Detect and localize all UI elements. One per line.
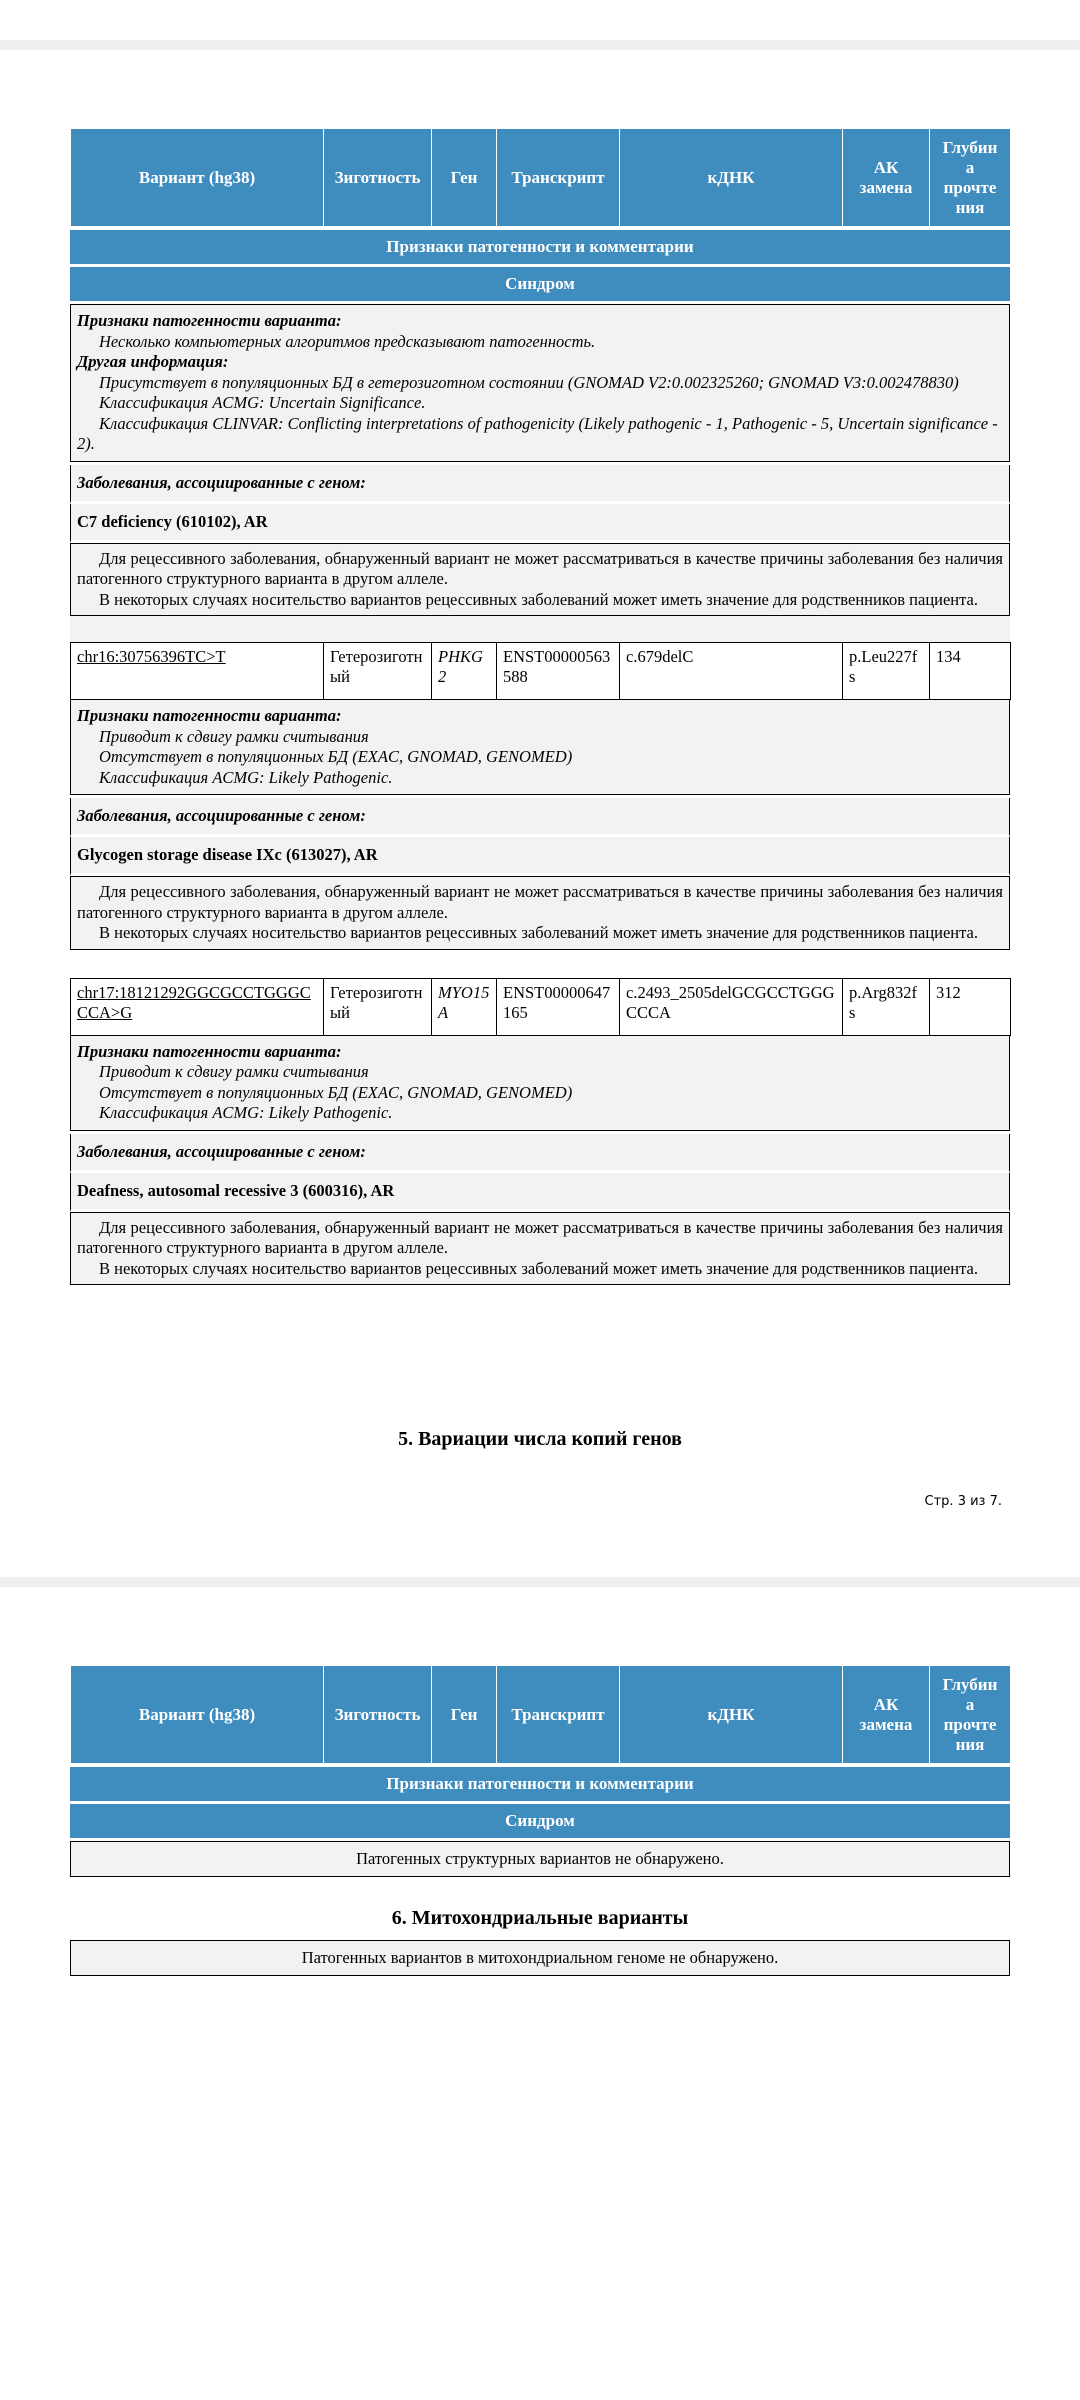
variant-id[interactable]: chr17:18121292GGCGCCTGGGCCCA>G [71, 978, 324, 1035]
disease-name: Glycogen storage disease IXc (613027), AR [70, 837, 1010, 876]
pathogenicity-line: Несколько компьютерных алгоритмов предсказывают патогенность. [99, 331, 596, 351]
col-cdna: кДНК [620, 129, 843, 227]
gene: PHKG2 [432, 643, 497, 700]
page-break [0, 1577, 1080, 1587]
depth: 134 [930, 643, 1011, 700]
pathogenicity-title: Признаки патогенности варианта: [77, 311, 342, 330]
pathogenicity-title: Признаки патогенности варианта: [77, 1041, 342, 1061]
section-title-cnv: 5. Вариации числа копий генов [398, 1428, 682, 1450]
pathogenicity-line: Классификация ACMG: Likely Pathogenic. [99, 1103, 393, 1122]
other-info-line: Классификация CLINVAR: Conflicting interpretations of pathogenicity (Likely pathogenic - 1, Pathogenic - 5, Uncertain significance - 2). [77, 413, 998, 453]
variants-table [70, 128, 1010, 1285]
pathogenicity-block [70, 700, 1010, 795]
variant-id[interactable]: chr16:30756396TC>T [71, 643, 324, 700]
variant-row [70, 978, 1011, 1036]
row-spacer [70, 950, 1010, 978]
page-break [0, 40, 1080, 50]
disease-name: C7 deficiency (610102), AR [70, 504, 1010, 543]
page-number: Стр. 3 из 7. [924, 1494, 1002, 1509]
cdna: c.679delC [620, 643, 843, 700]
recessive-comment: Для рецессивного заболевания, обнаруженный вариант не может рассматриваться в качестве причины заболевания без наличия патогенного структурного варианта в другом аллеле. В некоторых случаях носительство вариантов рецессивных заболеваний может иметь значение для родственников пациента. [70, 876, 1010, 950]
col-transcript: Транскрипт [497, 129, 620, 227]
recessive-comment: Для рецессивного заболевания, обнаруженный вариант не может рассматриваться в качестве причины заболевания без наличия патогенного структурного варианта в другом аллеле. В некоторых случаях носительство вариантов рецессивных заболеваний может иметь значение для родственников пациента. [70, 1212, 1010, 1286]
col-zygosity: Зиготность [324, 129, 432, 227]
pathogenicity-line: Отсутствует в популяционных БД (EXAC, GNOMAD, GENOMED) [99, 747, 573, 766]
col-variant: Вариант (hg38) [71, 1666, 324, 1764]
band-pathogenicity: Признаки патогенности и комментарии [70, 1764, 1010, 1801]
cnv-table [70, 1665, 1010, 1877]
pathogenicity-block [70, 304, 1010, 462]
col-transcript: Транскрипт [497, 1666, 620, 1764]
col-gene: Ген [432, 129, 497, 227]
disease-title: Заболевания, ассоциированные с геном: [70, 1134, 1010, 1173]
band-syndrome: Синдром [70, 264, 1010, 301]
pathogenicity-line: Отсутствует в популяционных БД (EXAC, GNOMAD, GENOMED) [99, 1082, 573, 1102]
disease-title: Заболевания, ассоциированные с геном: [70, 465, 1010, 504]
pathogenicity-line: Классификация ACMG: Likely Pathogenic. [99, 767, 393, 787]
zygosity: Гетерозиготный [324, 978, 432, 1035]
depth: 312 [930, 978, 1011, 1035]
recessive-comment: Для рецессивного заболевания, обнаруженный вариант не может рассматриваться в качестве причины заболевания без наличия патогенного структурного варианта в другом аллеле. В некоторых случаях носительство вариантов рецессивных заболеваний может иметь значение для родственников пациента. [70, 543, 1010, 617]
other-info-title: Другая информация: [77, 352, 229, 371]
cdna: c.2493_2505delGCGCCTGGGCCCA [620, 978, 843, 1035]
col-cdna: кДНК [620, 1666, 843, 1764]
col-depth: Глубин а прочте ния [930, 1666, 1011, 1764]
other-info-line: Классификация ACMG: Uncertain Significance. [99, 393, 426, 412]
col-gene: Ген [432, 1666, 497, 1764]
cnv-empty-message: Патогенных структурных вариантов не обнаружено. [70, 1841, 1010, 1877]
pathogenicity-title: Признаки патогенности варианта: [77, 706, 342, 725]
aa-change: p.Arg832fs [843, 978, 930, 1035]
col-zygosity: Зиготность [324, 1666, 432, 1764]
col-aa: АК замена [843, 1666, 930, 1764]
variant-row [70, 642, 1011, 700]
gene: MYO15A [432, 978, 497, 1035]
pathogenicity-block [70, 1036, 1010, 1131]
zygosity: Гетерозиготный [324, 643, 432, 700]
pathogenicity-line: Приводит к сдвигу рамки считывания [99, 726, 369, 746]
band-syndrome: Синдром [70, 1801, 1010, 1838]
aa-change: p.Leu227fs [843, 643, 930, 700]
other-info-line: Присутствует в популяционных БД в гетерозиготном состоянии (GNOMAD V2:0.002325260; GNOMAD V3:0.002478830) [99, 372, 959, 392]
mito-empty-message: Патогенных вариантов в митохондриальном геноме не обнаружено. [70, 1940, 1010, 1976]
col-depth: Глубин а прочте ния [930, 129, 1011, 227]
table-header [70, 1665, 1011, 1764]
pathogenicity-line: Приводит к сдвигу рамки считывания [99, 1062, 369, 1081]
section-title-mito: 6. Митохондриальные варианты [391, 1907, 689, 1929]
col-aa: АК замена [843, 129, 930, 227]
col-variant: Вариант (hg38) [71, 129, 324, 227]
disease-name: Deafness, autosomal recessive 3 (600316), AR [70, 1173, 1010, 1212]
transcript: ENST00000647165 [497, 978, 620, 1035]
band-pathogenicity: Признаки патогенности и комментарии [70, 227, 1010, 264]
disease-title: Заболевания, ассоциированные с геном: [70, 798, 1010, 837]
row-spacer [70, 616, 1010, 642]
table-header [70, 128, 1011, 227]
transcript: ENST00000563588 [497, 643, 620, 700]
mito-box [70, 1940, 1010, 1976]
